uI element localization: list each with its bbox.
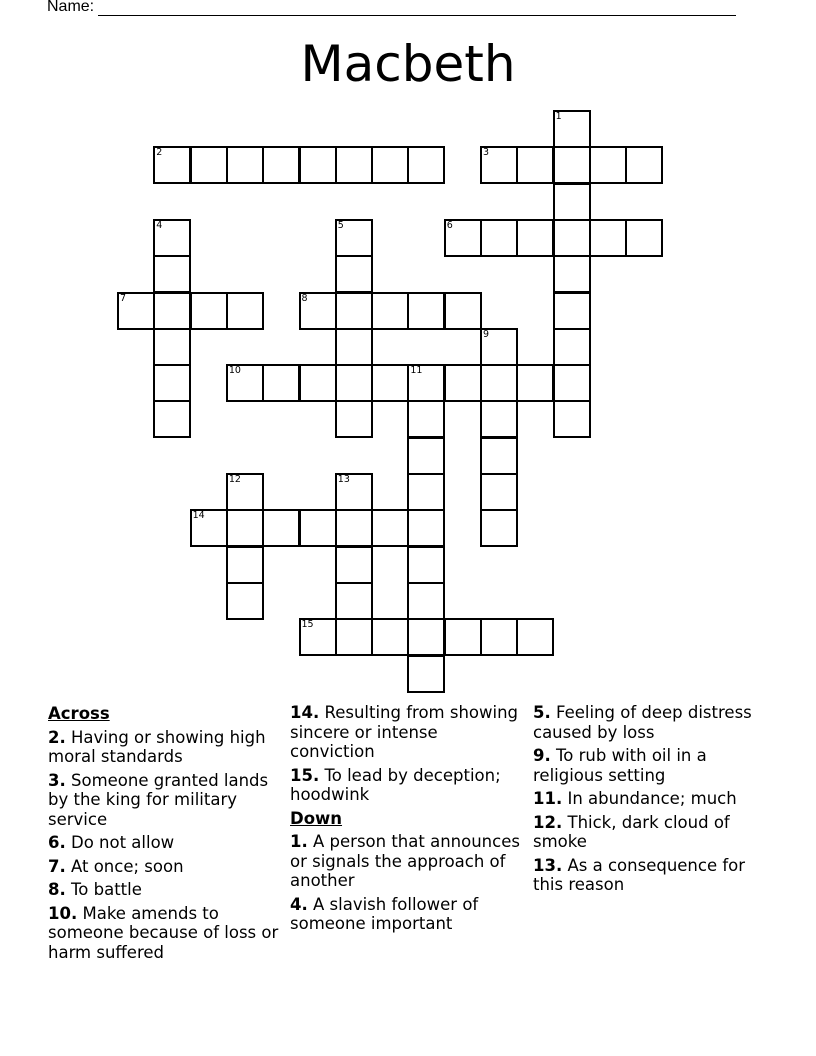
clue-number: 4 bbox=[156, 219, 163, 231]
grid-cell[interactable] bbox=[407, 437, 445, 475]
grid-cell[interactable] bbox=[335, 292, 373, 330]
clue-column-3 bbox=[533, 703, 773, 899]
grid-cell[interactable] bbox=[516, 618, 554, 656]
clue-number: 3 bbox=[483, 147, 490, 159]
grid-cell[interactable] bbox=[226, 546, 264, 584]
grid-cell[interactable] bbox=[262, 364, 300, 402]
clue-column-2 bbox=[290, 703, 522, 938]
grid-cell[interactable] bbox=[335, 219, 373, 257]
grid-cell[interactable] bbox=[226, 146, 264, 184]
grid-cell[interactable] bbox=[262, 509, 300, 547]
grid-cell[interactable] bbox=[553, 110, 591, 148]
clue-down-4: 4. A slavish follower of someone important bbox=[290, 894, 479, 933]
grid-cell[interactable] bbox=[553, 183, 591, 221]
grid-cell[interactable] bbox=[589, 146, 627, 184]
grid-cell[interactable] bbox=[335, 400, 373, 438]
grid-cell[interactable] bbox=[444, 219, 482, 257]
grid-cell[interactable] bbox=[516, 146, 554, 184]
grid-cell[interactable] bbox=[407, 582, 445, 620]
clue-across-14: 14. Resulting from showing sincere or intense conviction bbox=[290, 703, 519, 761]
grid-cell[interactable] bbox=[335, 146, 373, 184]
clue-number: 5 bbox=[337, 219, 344, 231]
grid-cell[interactable] bbox=[553, 219, 591, 257]
grid-cell[interactable] bbox=[190, 292, 228, 330]
grid-cell[interactable] bbox=[407, 146, 445, 184]
clue-number: 7 bbox=[120, 292, 127, 304]
puzzle-title: Macbeth bbox=[300, 35, 516, 93]
clue-number: 6 bbox=[446, 219, 453, 231]
grid-cell[interactable] bbox=[480, 146, 518, 184]
grid-cell[interactable] bbox=[407, 364, 445, 402]
grid-cell[interactable] bbox=[153, 364, 191, 402]
clue-across-10: 10. Make amends to someone because of loss or harm suffered bbox=[48, 903, 279, 962]
down-heading: Down bbox=[290, 808, 343, 828]
clue-number: 14 bbox=[192, 510, 205, 522]
grid-cell[interactable] bbox=[553, 364, 591, 402]
grid-cell[interactable] bbox=[480, 473, 518, 511]
grid-cell[interactable] bbox=[480, 509, 518, 547]
clue-down-12: 12. Thick, dark cloud of smoke bbox=[533, 812, 730, 851]
clue-column-1 bbox=[48, 703, 280, 966]
grid-cell[interactable] bbox=[335, 509, 373, 547]
name-label: Name: bbox=[47, 0, 95, 15]
grid-cell[interactable] bbox=[226, 582, 264, 620]
grid-cell[interactable] bbox=[299, 292, 337, 330]
grid-cell[interactable] bbox=[335, 255, 373, 293]
grid-cell[interactable] bbox=[407, 618, 445, 656]
grid-cell[interactable] bbox=[335, 473, 373, 511]
grid-cell[interactable] bbox=[407, 400, 445, 438]
clue-down-9: 9. To rub with oil in a religious setting bbox=[533, 746, 707, 785]
grid-cell[interactable] bbox=[516, 364, 554, 402]
grid-cell[interactable] bbox=[262, 146, 300, 184]
clue-number: 11 bbox=[410, 365, 423, 377]
clue-across-7: 7. At once; soon bbox=[48, 856, 184, 876]
grid-cell[interactable] bbox=[553, 400, 591, 438]
grid-cell[interactable] bbox=[480, 400, 518, 438]
grid-cell[interactable] bbox=[226, 509, 264, 547]
grid-cell[interactable] bbox=[117, 292, 155, 330]
grid-cell[interactable] bbox=[299, 364, 337, 402]
grid-cell[interactable] bbox=[553, 146, 591, 184]
grid-cell[interactable] bbox=[553, 255, 591, 293]
grid-cell[interactable] bbox=[153, 292, 191, 330]
grid-cell[interactable] bbox=[226, 364, 264, 402]
grid-cell[interactable] bbox=[153, 328, 191, 366]
grid-cell[interactable] bbox=[299, 146, 337, 184]
grid-cell[interactable] bbox=[299, 509, 337, 547]
grid-cell[interactable] bbox=[553, 328, 591, 366]
grid-cell[interactable] bbox=[371, 292, 409, 330]
clue-number: 2 bbox=[156, 147, 163, 159]
grid-cell[interactable] bbox=[335, 618, 373, 656]
grid-cell[interactable] bbox=[190, 146, 228, 184]
grid-cell[interactable] bbox=[371, 509, 409, 547]
clue-down-11: 11. In abundance; much bbox=[533, 789, 737, 808]
grid-cell[interactable] bbox=[589, 219, 627, 257]
grid-cell[interactable] bbox=[371, 618, 409, 656]
clue-number: 15 bbox=[301, 619, 314, 631]
grid-cell[interactable] bbox=[153, 146, 191, 184]
grid-cell[interactable] bbox=[335, 546, 373, 584]
clue-down-1: 1. A person that announces or signals the approach of another bbox=[290, 832, 520, 890]
grid-cell[interactable] bbox=[444, 618, 482, 656]
grid-cell[interactable] bbox=[444, 364, 482, 402]
grid-cell[interactable] bbox=[480, 437, 518, 475]
grid-cell[interactable] bbox=[407, 655, 445, 693]
clue-across-6: 6. Do not allow bbox=[48, 833, 175, 852]
grid-cell[interactable] bbox=[480, 364, 518, 402]
clue-number: 12 bbox=[228, 474, 241, 485]
grid-cell[interactable] bbox=[625, 146, 663, 184]
grid-cell[interactable] bbox=[444, 292, 482, 330]
grid-cell[interactable] bbox=[371, 146, 409, 184]
grid-cell[interactable] bbox=[190, 509, 228, 547]
clue-down-13: 13. As a consequence for this reason bbox=[533, 855, 746, 894]
grid-cell[interactable] bbox=[153, 219, 191, 257]
grid-cell[interactable] bbox=[335, 582, 373, 620]
grid-cell[interactable] bbox=[371, 364, 409, 402]
clue-number: 8 bbox=[301, 292, 308, 304]
grid-cell[interactable] bbox=[407, 546, 445, 584]
clue-across-3: 3. Someone granted lands by the king for military service bbox=[48, 770, 269, 829]
grid-cell[interactable] bbox=[553, 292, 591, 330]
across-heading: Across bbox=[48, 704, 110, 723]
grid-cell[interactable] bbox=[407, 509, 445, 547]
grid-cell[interactable] bbox=[407, 292, 445, 330]
clue-down-5: 5. Feeling of deep distress caused by loss bbox=[533, 703, 752, 742]
grid-cell[interactable] bbox=[226, 473, 264, 511]
clue-across-8: 8. To battle bbox=[48, 880, 142, 899]
grid-cell[interactable] bbox=[153, 400, 191, 438]
grid-cell[interactable] bbox=[299, 618, 337, 656]
grid-cell[interactable] bbox=[625, 219, 663, 257]
grid-cell[interactable] bbox=[480, 219, 518, 257]
clue-across-2: 2. Having or showing high moral standards bbox=[48, 727, 266, 766]
clue-number: 1 bbox=[555, 111, 562, 122]
grid-cell[interactable] bbox=[516, 219, 554, 257]
grid-cell[interactable] bbox=[153, 255, 191, 293]
clue-number: 13 bbox=[337, 474, 350, 485]
grid-cell[interactable] bbox=[335, 328, 373, 366]
clue-number: 10 bbox=[228, 365, 241, 377]
clue-number: 9 bbox=[483, 328, 490, 340]
clue-across-15: 15. To lead by deception; hoodwink bbox=[290, 765, 501, 804]
grid-cell[interactable] bbox=[226, 292, 264, 330]
grid-cell[interactable] bbox=[407, 473, 445, 511]
grid-cell[interactable] bbox=[480, 328, 518, 366]
grid-cell[interactable] bbox=[335, 364, 373, 402]
grid-cell[interactable] bbox=[480, 618, 518, 656]
